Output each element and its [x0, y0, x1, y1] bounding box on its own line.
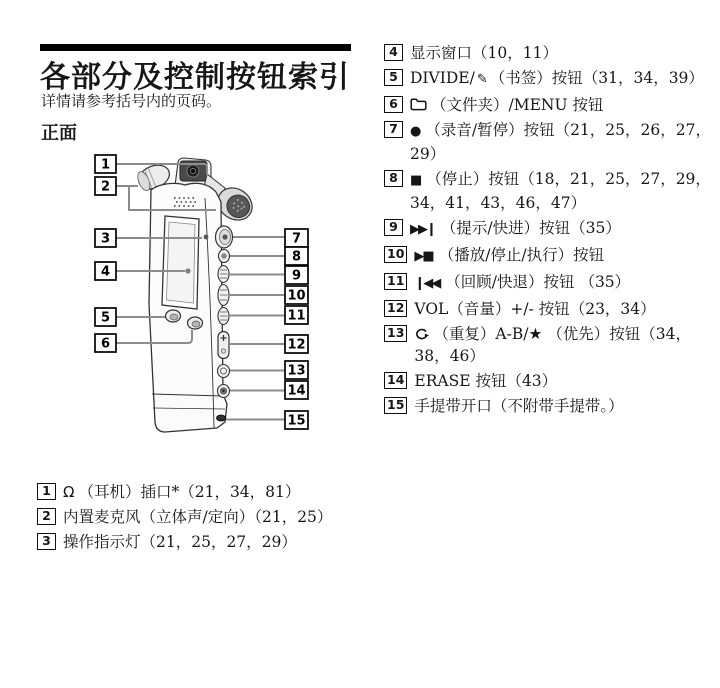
item-label: VOL（音量）+/- 按钮（23，34）	[414, 300, 656, 318]
play-stop-icon: ▶■	[414, 249, 433, 264]
headphone-icon: Ω	[63, 483, 75, 501]
callout-6: 6	[100, 336, 111, 352]
item-number: 10	[384, 246, 407, 263]
callout-15: 15	[287, 413, 306, 429]
item-number: 8	[384, 170, 403, 187]
strap-hole	[217, 415, 226, 421]
bookmark-pen-icon: ✎	[476, 72, 488, 87]
list-item	[384, 271, 715, 295]
item-number: 6	[384, 96, 403, 113]
stop-button	[219, 250, 230, 263]
cue-button	[218, 266, 229, 283]
item-label: （提示/快进）按钮（35）	[440, 219, 621, 237]
callout-13: 13	[287, 363, 306, 379]
repeat-ab-button	[218, 365, 230, 378]
item-label: 显示窗口（10，11）	[410, 44, 558, 62]
item-label-pre: DIVIDE/	[410, 69, 475, 87]
item-label: （文件夹）/MENU 按钮	[431, 96, 604, 114]
item-number: 5	[384, 69, 403, 86]
item-label: （重复）A-B/★ （优先）按钮（34，38，46）	[414, 325, 691, 365]
item-number: 12	[384, 300, 407, 317]
list-item	[384, 217, 715, 241]
list-item	[37, 531, 363, 553]
item-label: （书签）按钮（31，34，39）	[489, 69, 704, 87]
callout-14: 14	[287, 383, 306, 399]
callout-7: 7	[291, 231, 302, 247]
review-button	[218, 308, 229, 325]
item-number: 13	[384, 325, 407, 342]
repeat-icon	[414, 328, 429, 340]
item-number: 9	[384, 219, 403, 236]
display-window	[162, 216, 199, 309]
device-diagram	[85, 146, 317, 446]
headphone-jack	[187, 165, 199, 177]
item-number: 4	[384, 44, 403, 61]
folder-icon	[410, 98, 427, 111]
callout-4: 4	[100, 264, 111, 280]
page-subtitle: 详情请参考括号内的页码。	[41, 92, 222, 110]
item-number: 1	[37, 483, 56, 500]
item-number: 15	[384, 397, 407, 414]
callout-3: 3	[100, 231, 111, 247]
item-label: （录音/暂停）按钮（21，25，26，27，29）	[410, 121, 711, 163]
callout-5: 5	[100, 310, 111, 326]
record-button	[216, 226, 233, 248]
item-number: 11	[384, 273, 407, 290]
item-label: 手提带开口（不附带手提带。）	[414, 397, 624, 415]
item-label: （耳机）插口*（21，34，81）	[78, 483, 301, 501]
item-label: （播放/停止/执行）按钮	[438, 246, 605, 264]
page-title: 各部分及控制按钮索引	[40, 60, 350, 95]
review-fast-backward-icon: ❙◀◀	[414, 276, 440, 291]
list-item	[37, 481, 363, 503]
item-label: （停止）按钮（18，21，25，27，29，34，41，43，46，47）	[410, 170, 711, 212]
callout-10: 10	[287, 288, 306, 304]
item-number: 2	[37, 508, 56, 525]
callout-9: 9	[291, 268, 302, 284]
item-label: 操作指示灯（21，25，27，29）	[63, 533, 297, 551]
callout-11: 11	[287, 308, 306, 324]
list-item	[384, 119, 715, 165]
parts-list-left	[37, 481, 363, 556]
operation-indicator	[204, 235, 209, 240]
parts-list-right	[384, 42, 715, 420]
item-number: 14	[384, 372, 407, 389]
title-bar-rule	[40, 44, 351, 51]
callout-2: 2	[100, 179, 111, 195]
callout-12: 12	[287, 337, 306, 353]
volume-rocker	[218, 332, 229, 359]
erase-button	[218, 385, 230, 398]
list-item	[384, 395, 715, 417]
list-item	[384, 370, 715, 392]
list-item	[384, 323, 715, 367]
list-item	[384, 244, 715, 268]
play-stop-button	[218, 285, 229, 306]
record-pause-icon: ●	[410, 124, 422, 139]
list-item	[384, 298, 715, 320]
callout-1: 1	[100, 157, 111, 173]
stop-icon: ■	[410, 173, 423, 188]
callout-8: 8	[291, 249, 302, 265]
item-number: 7	[384, 121, 403, 138]
divide-button	[166, 310, 181, 322]
cue-fast-forward-icon: ▶▶❙	[410, 222, 435, 237]
list-item	[384, 168, 715, 214]
list-item	[384, 67, 715, 91]
item-label: ERASE 按钮（43）	[414, 372, 558, 390]
section-label-front: 正面	[41, 123, 77, 144]
list-item	[384, 94, 715, 116]
list-item	[37, 506, 363, 528]
item-label: 内置麦克风（立体声/定向）（21，25）	[63, 508, 333, 526]
item-number: 3	[37, 533, 56, 550]
list-item	[384, 42, 715, 64]
item-label: （回顾/快退）按钮 （35）	[445, 273, 631, 291]
folder-menu-button	[188, 317, 203, 329]
